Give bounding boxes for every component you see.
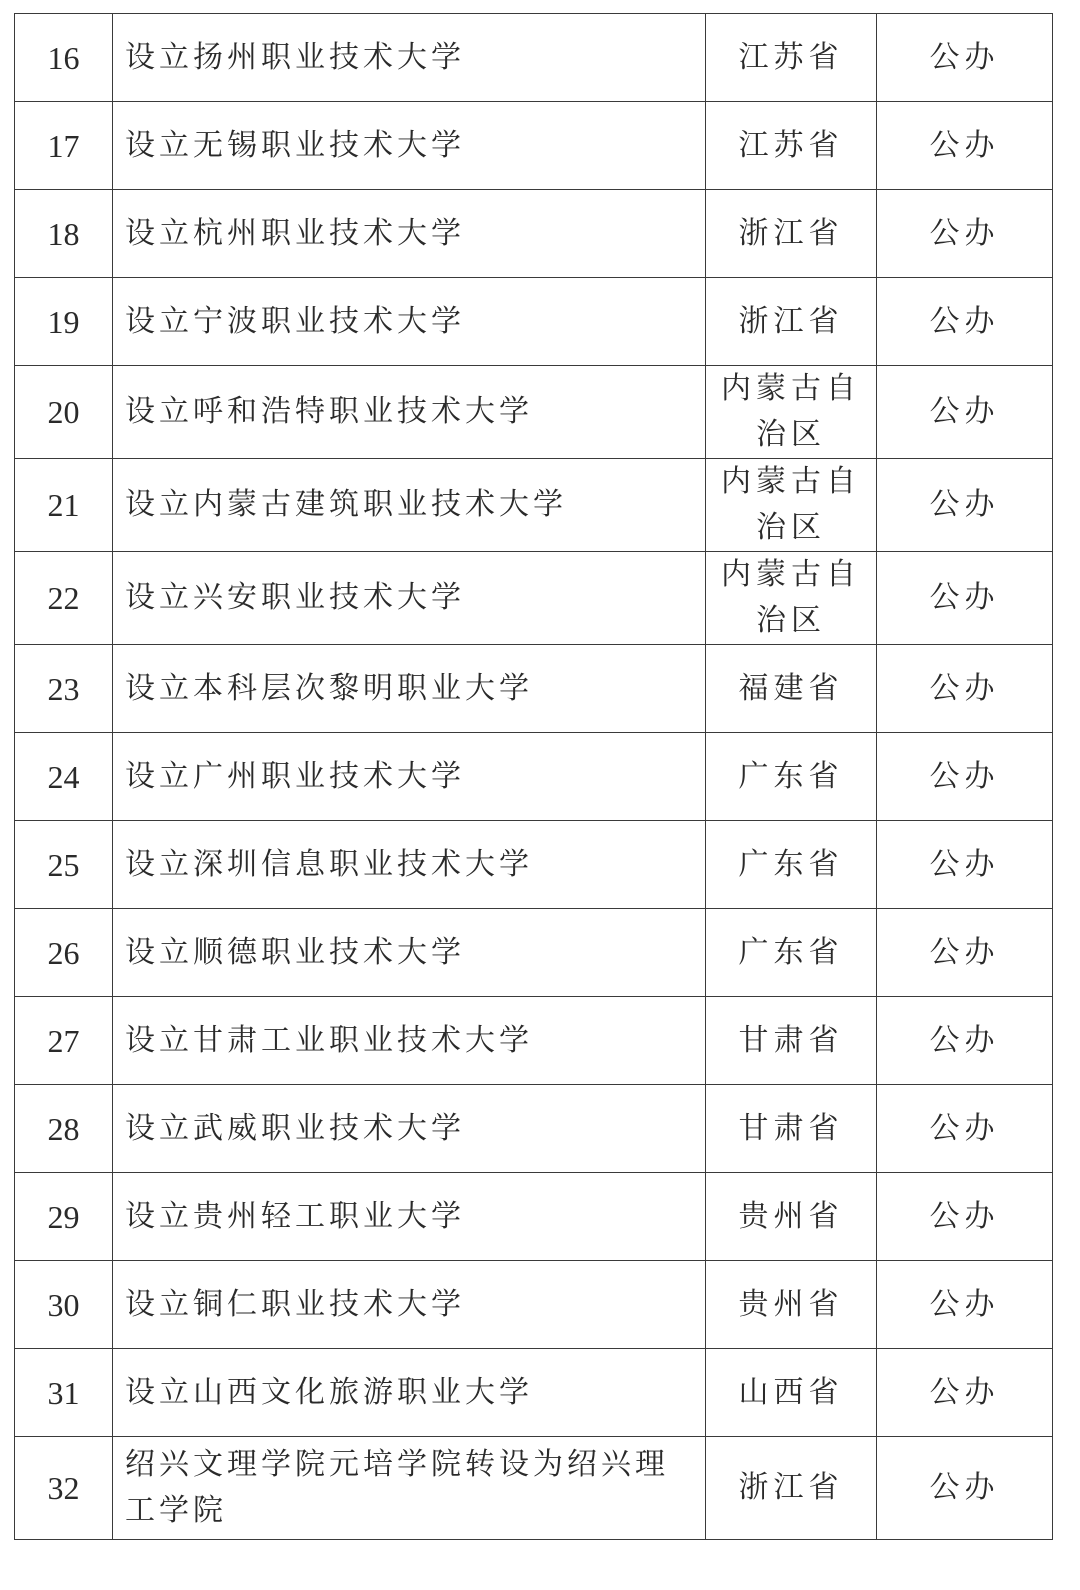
table-row [15,1261,1053,1349]
table-row [15,1437,1053,1540]
item-name: 绍兴文理学院元培学院转设为绍兴理工学院 [113,1437,706,1540]
item-name: 设立铜仁职业技术大学 [113,1261,706,1349]
province: 广东省 [706,733,877,821]
item-name: 设立贵州轻工职业大学 [113,1173,706,1261]
table-row [15,1349,1053,1437]
school-type: 公办 [877,366,1053,459]
province: 甘肃省 [706,997,877,1085]
school-type: 公办 [877,733,1053,821]
school-type: 公办 [877,278,1053,366]
table-row [15,1085,1053,1173]
table-row [15,997,1053,1085]
school-type: 公办 [877,997,1053,1085]
university-list-table-container [14,13,1052,1540]
row-number: 22 [15,552,113,645]
province: 内蒙古自治区 [706,366,877,459]
school-type: 公办 [877,459,1053,552]
province: 内蒙古自治区 [706,459,877,552]
row-number: 17 [15,102,113,190]
school-type: 公办 [877,645,1053,733]
row-number: 20 [15,366,113,459]
province: 福建省 [706,645,877,733]
row-number: 21 [15,459,113,552]
item-name: 设立顺德职业技术大学 [113,909,706,997]
item-name: 设立兴安职业技术大学 [113,552,706,645]
item-name: 设立呼和浩特职业技术大学 [113,366,706,459]
school-type: 公办 [877,1173,1053,1261]
province: 贵州省 [706,1261,877,1349]
item-name: 设立无锡职业技术大学 [113,102,706,190]
row-number: 27 [15,997,113,1085]
school-type: 公办 [877,1085,1053,1173]
province: 甘肃省 [706,1085,877,1173]
row-number: 31 [15,1349,113,1437]
table-row [15,552,1053,645]
school-type: 公办 [877,1349,1053,1437]
table-row [15,278,1053,366]
item-name: 设立武威职业技术大学 [113,1085,706,1173]
school-type: 公办 [877,821,1053,909]
school-type: 公办 [877,14,1053,102]
table-row [15,102,1053,190]
table-row [15,366,1053,459]
item-name: 设立山西文化旅游职业大学 [113,1349,706,1437]
row-number: 26 [15,909,113,997]
province: 山西省 [706,1349,877,1437]
province: 江苏省 [706,14,877,102]
item-name: 设立本科层次黎明职业大学 [113,645,706,733]
school-type: 公办 [877,1261,1053,1349]
item-name: 设立宁波职业技术大学 [113,278,706,366]
item-name: 设立扬州职业技术大学 [113,14,706,102]
row-number: 28 [15,1085,113,1173]
table-row [15,909,1053,997]
province: 江苏省 [706,102,877,190]
row-number: 32 [15,1437,113,1540]
table-row [15,1173,1053,1261]
row-number: 18 [15,190,113,278]
item-name: 设立深圳信息职业技术大学 [113,821,706,909]
row-number: 23 [15,645,113,733]
table-row [15,645,1053,733]
table-row [15,190,1053,278]
province: 贵州省 [706,1173,877,1261]
province: 内蒙古自治区 [706,552,877,645]
province: 浙江省 [706,190,877,278]
school-type: 公办 [877,190,1053,278]
row-number: 16 [15,14,113,102]
item-name: 设立甘肃工业职业技术大学 [113,997,706,1085]
item-name: 设立广州职业技术大学 [113,733,706,821]
table-row [15,733,1053,821]
province: 广东省 [706,909,877,997]
row-number: 25 [15,821,113,909]
province: 广东省 [706,821,877,909]
row-number: 24 [15,733,113,821]
province: 浙江省 [706,278,877,366]
row-number: 19 [15,278,113,366]
school-type: 公办 [877,552,1053,645]
school-type: 公办 [877,102,1053,190]
university-list-table [14,13,1053,1540]
item-name: 设立杭州职业技术大学 [113,190,706,278]
row-number: 30 [15,1261,113,1349]
table-row [15,14,1053,102]
row-number: 29 [15,1173,113,1261]
school-type: 公办 [877,1437,1053,1540]
table-row [15,459,1053,552]
item-name: 设立内蒙古建筑职业技术大学 [113,459,706,552]
school-type: 公办 [877,909,1053,997]
province: 浙江省 [706,1437,877,1540]
table-row [15,821,1053,909]
